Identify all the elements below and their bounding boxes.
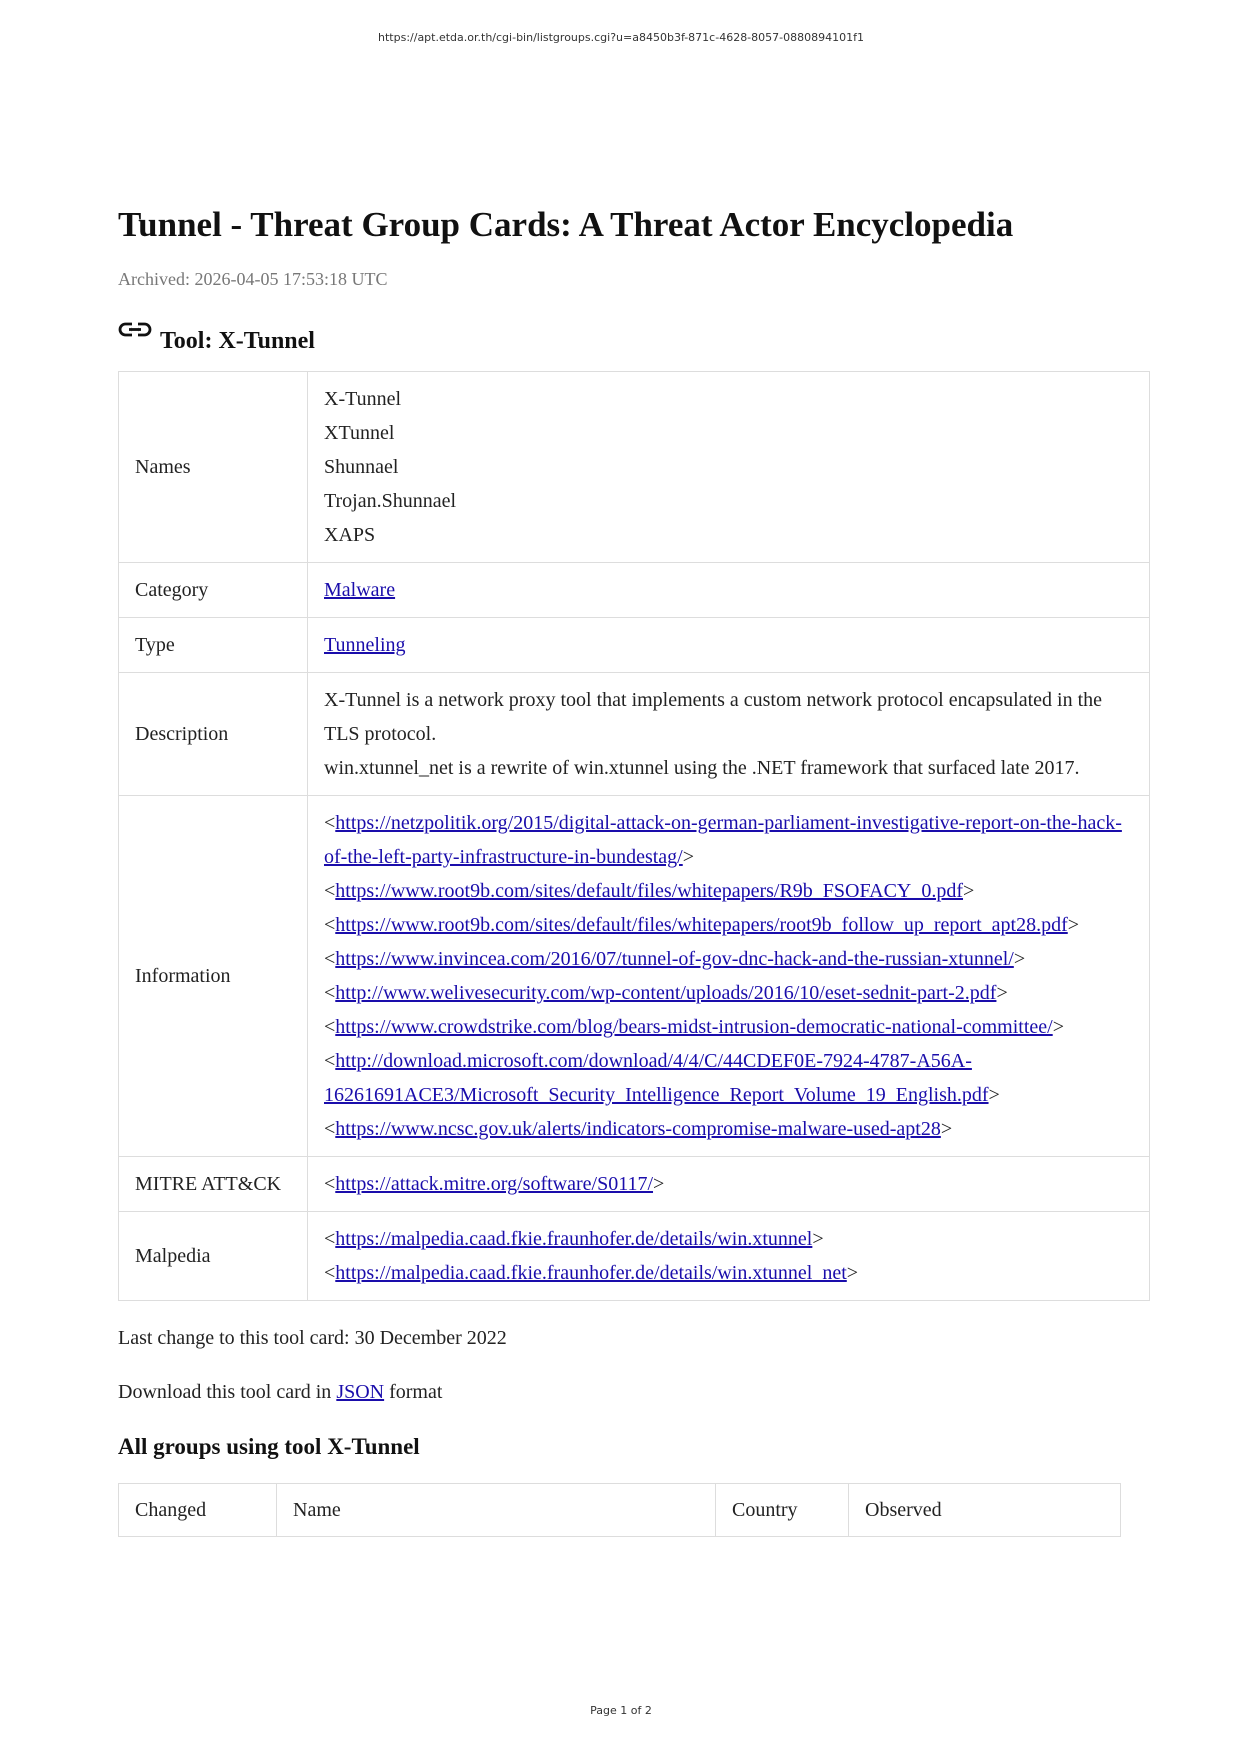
category-link[interactable]: Malware [324, 579, 396, 601]
row-category [119, 563, 1150, 618]
mitre-item: <https://attack.mitre.org/software/S0117/> [324, 1173, 665, 1195]
row-type [119, 618, 1150, 673]
malpedia-links [308, 1212, 1150, 1301]
name-item: X-Tunnel [324, 388, 402, 410]
malpedia-label: Malpedia [119, 1212, 308, 1301]
information-link[interactable]: https://www.ncsc.gov.uk/alerts/indicators-compromise-malware-used-apt28 [335, 1118, 941, 1140]
download-line [118, 1381, 1150, 1404]
information-links [308, 796, 1150, 1157]
page-url: https://apt.etda.or.th/cgi-bin/listgroups.cgi?u=a8450b3f-871c-4628-8057-0880894101f1 [378, 31, 864, 44]
name-item: XAPS [324, 524, 376, 546]
groups-header-row [119, 1484, 1121, 1537]
information-link[interactable]: https://www.root9b.com/sites/default/files/whitepapers/root9b_follow_up_report_apt28.pdf [335, 914, 1068, 936]
information-link[interactable]: http://download.microsoft.com/download/4/4/C/44CDEF0E-7924-4787-A56A-16261691ACE3/Microsoft_Security_Intelligence_Report_Volume_19_English.pdf [324, 1050, 989, 1106]
column-header-country[interactable]: Country [716, 1484, 849, 1537]
description-label: Description [119, 673, 308, 796]
archived-timestamp: Archived: 2026-04-05 17:53:18 UTC [118, 269, 388, 289]
mitre-links [308, 1157, 1150, 1212]
information-item: <https://www.ncsc.gov.uk/alerts/indicators-compromise-malware-used-apt28> [324, 1118, 953, 1140]
information-item: <http://download.microsoft.com/download/4/4/C/44CDEF0E-7924-4787-A56A-16261691ACE3/Microsoft_Security_Intelligence_Report_Volume_19_English.pdf> [324, 1050, 1000, 1106]
download-prefix: Download this tool card in [118, 1381, 332, 1403]
information-link[interactable]: https://netzpolitik.org/2015/digital-attack-on-german-parliament-investigative-report-on-the-hack-of-the-left-party-infrastructure-in-bundestag/ [324, 812, 1122, 868]
download-suffix: format [389, 1381, 443, 1403]
name-item: Trojan.Shunnael [324, 490, 457, 512]
information-label: Information [119, 796, 308, 1157]
column-header-changed[interactable]: Changed [119, 1484, 277, 1537]
type-link[interactable]: Tunneling [324, 634, 406, 656]
row-information [119, 796, 1150, 1157]
names-values [308, 372, 1150, 563]
mitre-link[interactable]: https://attack.mitre.org/software/S0117/ [335, 1173, 654, 1195]
information-item: <https://www.root9b.com/sites/default/files/whitepapers/root9b_follow_up_report_apt28.pdf> [324, 914, 1080, 936]
information-item: <http://www.welivesecurity.com/wp-content/uploads/2016/10/eset-sednit-part-2.pdf> [324, 982, 1008, 1004]
name-item: Shunnael [324, 456, 399, 478]
description-paragraph: win.xtunnel_net is a rewrite of win.xtunnel using the .NET framework that surfaced late 2017. [324, 757, 1080, 779]
malpedia-item: <https://malpedia.caad.fkie.fraunhofer.de/details/win.xtunnel_net> [324, 1262, 859, 1284]
page-title: Tunnel - Threat Group Cards: A Threat Actor Encyclopedia [118, 205, 1014, 244]
tool-heading-label: Tool: X-Tunnel [160, 328, 315, 354]
information-item: <https://netzpolitik.org/2015/digital-attack-on-german-parliament-investigative-report-on-the-hack-of-the-left-party-infrastructure-in-bundestag/> [324, 812, 1122, 868]
row-names [119, 372, 1150, 563]
last-change-text: Last change to this tool card: 30 December 2022 [118, 1327, 507, 1349]
names-label: Names [119, 372, 308, 563]
link-icon[interactable] [118, 318, 154, 342]
row-description [119, 673, 1150, 796]
malpedia-item: <https://malpedia.caad.fkie.fraunhofer.de/details/win.xtunnel> [324, 1228, 824, 1250]
name-item: XTunnel [324, 422, 395, 444]
page-number: Page 1 of 2 [590, 1704, 652, 1717]
groups-table [118, 1483, 1121, 1537]
information-item: <https://www.invincea.com/2016/07/tunnel-of-gov-dnc-hack-and-the-russian-xtunnel/> [324, 948, 1026, 970]
row-mitre [119, 1157, 1150, 1212]
description-paragraph: X-Tunnel is a network proxy tool that implements a custom network protocol encapsulated in the TLS protocol. [324, 689, 1102, 745]
information-link[interactable]: https://www.crowdstrike.com/blog/bears-midst-intrusion-democratic-national-committee/ [335, 1016, 1053, 1038]
information-link[interactable]: https://www.root9b.com/sites/default/files/whitepapers/R9b_FSOFACY_0.pdf [335, 880, 964, 902]
malpedia-link[interactable]: https://malpedia.caad.fkie.fraunhofer.de/details/win.xtunnel [335, 1228, 813, 1250]
tool-heading [118, 322, 1150, 355]
information-item: <https://www.crowdstrike.com/blog/bears-midst-intrusion-democratic-national-committee/> [324, 1016, 1064, 1038]
json-download-link[interactable]: JSON [336, 1381, 385, 1403]
column-header-name[interactable]: Name [277, 1484, 716, 1537]
malpedia-link[interactable]: https://malpedia.caad.fkie.fraunhofer.de/details/win.xtunnel_net [335, 1262, 847, 1284]
column-header-observed[interactable]: Observed [849, 1484, 1121, 1537]
main-content [118, 204, 1150, 1537]
tool-card-table [118, 371, 1150, 1301]
information-link[interactable]: http://www.welivesecurity.com/wp-content/uploads/2016/10/eset-sednit-part-2.pdf [335, 982, 997, 1004]
mitre-label: MITRE ATT&CK [119, 1157, 308, 1212]
groups-heading: All groups using tool X-Tunnel [118, 1434, 420, 1459]
row-malpedia [119, 1212, 1150, 1301]
category-label: Category [119, 563, 308, 618]
description-values [308, 673, 1150, 796]
type-label: Type [119, 618, 308, 673]
information-item: <https://www.root9b.com/sites/default/files/whitepapers/R9b_FSOFACY_0.pdf> [324, 880, 975, 902]
information-link[interactable]: https://www.invincea.com/2016/07/tunnel-of-gov-dnc-hack-and-the-russian-xtunnel/ [335, 948, 1014, 970]
